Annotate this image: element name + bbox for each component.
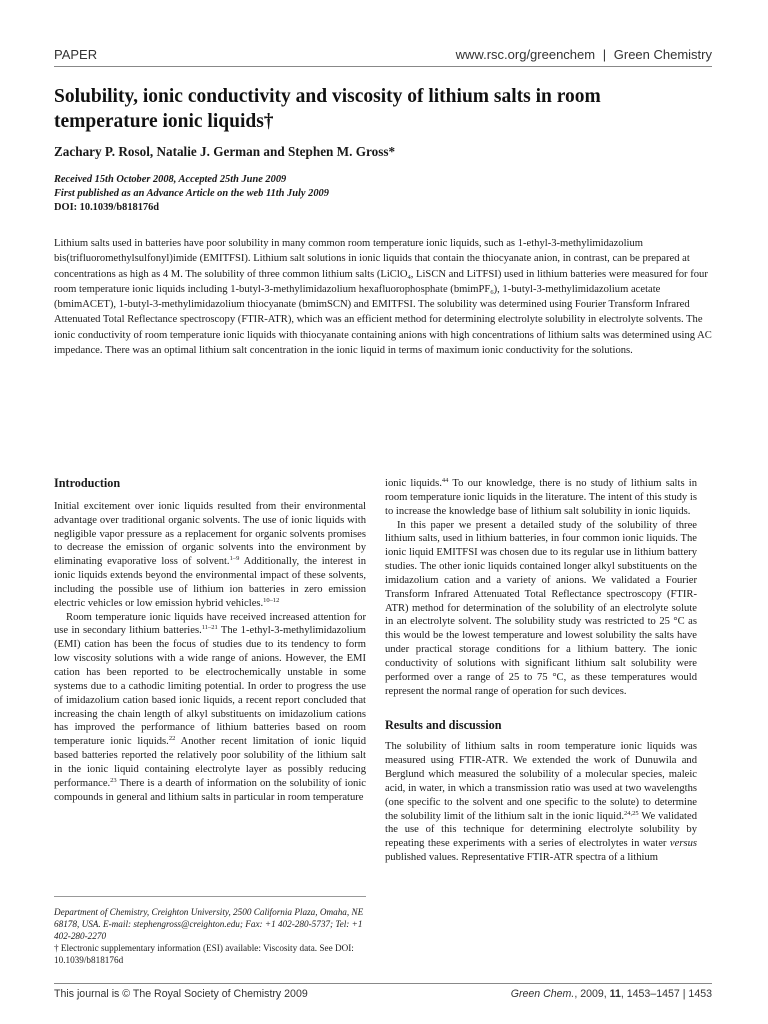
subscript: 4 xyxy=(407,273,411,281)
body-text: ionic liquids. xyxy=(385,478,442,489)
right-paragraph-1 xyxy=(385,477,697,519)
journal-header xyxy=(456,47,712,62)
body-text: published values. Representative FTIR-ATR spectra of a lithium xyxy=(385,852,659,864)
affiliation: Department of Chemistry, Creighton University, 2500 California Plaza, Omaha, NE 68178, USA. E-mail: stephengross@creighton.edu; Fax: +1 402-280-5737; Tel: +1 402-280-2270 xyxy=(54,907,364,941)
copyright: This journal is © The Royal Society of Chemistry 2009 xyxy=(54,988,308,1000)
citation-info xyxy=(511,988,712,1000)
body-text: Initial excitement over ionic liquids resulted from their environmental advantage over traditional organic solvents. The use of ionic liquids with negligible vapor pressure as a replacement for organic solvents promises to decrease the emission of organic solvents into the environment by eliminating evaporative loss of solvent. xyxy=(54,500,366,568)
published-date: First published as an Advance Article on the web 11th July 2009 xyxy=(54,188,329,199)
body-text: Room temperature ionic liquids have received increased attention for use in secondary lithium batteries. xyxy=(54,611,366,637)
left-column xyxy=(54,477,366,804)
body-text: We validated the use of this technique for determining electrolyte solubility by repeating these experiments with a series of electrolytes in water xyxy=(385,810,697,850)
abstract-text: Lithium salts used in batteries have poor solubility in many common room temperature ionic liquids, such as 1-ethyl-3-methylimidazolium bis(trifluoromethylsulfonyl)imide (EMITFSI). Lithium salt solutions in ionic liquids that contain the thiocyanate anion, in contrast, can be prepared at concentrations as high as 4 M. The solubility of three common lithium salts (LiClO xyxy=(54,238,690,280)
header-separator: | xyxy=(602,47,607,62)
abstract xyxy=(54,236,714,358)
citation[interactable]: 10–12 xyxy=(263,596,280,604)
footnote-rule xyxy=(54,896,366,897)
citation[interactable]: 23 xyxy=(110,776,117,784)
footer-separator: | xyxy=(679,988,689,1000)
volume: 11 xyxy=(609,988,621,1000)
page-range: , 1453–1457 xyxy=(620,988,680,1000)
journal-name: Green Chemistry xyxy=(613,47,712,62)
received-date: Received 15th October 2008, Accepted 25th June 2009 xyxy=(54,174,287,185)
body-text: Additionally, the interest in ionic liquids extends beyond the environmental impact of these solvents, including the possible use of lithium ion batteries in zero emission electric vehicles or low emission hybrid vehicles. xyxy=(54,556,366,609)
year: , 2009, xyxy=(574,988,610,1000)
right-paragraph-2: In this paper we present a detailed study of the solubility of three lithium salts, used in lithium batteries, in four common ionic liquids. The ionic liquid EMITFSI was chosen due to its regular use in lithium battery studies. The other ionic liquids contained longer alkyl substituents on the imidazolium cation and a variety of anions. We validated a Fourier Transform Infrared Attenuated Total Reflectance spectroscopy (FTIR-ATR) method for determination of the solubility of an electrolyte solute in an electrolyte solvent. The solubility study was restricted to 25 °C as this would be the lowest temperature and lowest solubility the salts have under practical storage conditions for a lithium battery. The ionic conductivity of solutions with significant lithium salt solubility were performed over a range of 25 to 75 °C, as these temperatures would represent the normal range of operation for such devices. xyxy=(385,519,697,697)
citation[interactable]: 1–9 xyxy=(229,555,240,563)
doi: DOI: 10.1039/b818176d xyxy=(54,202,160,213)
journal-url[interactable]: www.rsc.org/greenchem xyxy=(455,47,596,62)
esi-note: † Electronic supplementary information (ESI) available: Viscosity data. See DOI: 10.1039/b818176d xyxy=(54,942,354,965)
body-text: The solubility of lithium salts in room temperature ionic liquids was measured using FTIR-ATR. We extended the work of Dunuwila and Berglund which measured the solubility of a molecular species, maleic acid, in water, in which a transmission ratio was used at two wavelengths (one specific to the solvent and one specific to the solute) to determine the solubility limit of the lithium salt in the ionic liquid. xyxy=(385,741,697,822)
footnotes xyxy=(54,907,366,967)
article-dates xyxy=(54,173,329,215)
section-label: PAPER xyxy=(54,47,98,62)
results-heading: Results and discussion xyxy=(385,717,502,732)
intro-paragraph-1 xyxy=(54,500,366,611)
body-text: There is a dearth of information on the solubility of ionic compounds in general and lithium salts in particular in room temperature xyxy=(54,777,366,803)
citation[interactable]: 44 xyxy=(441,477,449,484)
citation[interactable]: 24,25 xyxy=(624,809,639,817)
header-rule xyxy=(54,66,712,67)
right-column xyxy=(385,477,697,865)
body-text: Another recent limitation of ionic liquid based batteries reported the relatively poor solubility of the lithium salt in the ionic liquid containing electrolyte layer as possibly reducing performance. xyxy=(54,736,366,789)
page-header xyxy=(54,38,712,62)
page-number: 1453 xyxy=(688,988,712,1000)
citation[interactable]: 22 xyxy=(168,735,176,743)
citation[interactable]: 11–21 xyxy=(201,624,218,632)
page-footer xyxy=(54,988,712,1000)
journal-abbrev: Green Chem. xyxy=(510,988,575,1000)
introduction-heading: Introduction xyxy=(54,476,121,490)
results-paragraph-1 xyxy=(385,740,697,865)
subscript: 6 xyxy=(490,288,494,296)
footer-rule xyxy=(54,983,712,984)
abstract-text: ), 1-butyl-3-methylimidazolium acetate (bmimACET), 1-butyl-3-methylimidazolium thiocyanate (bmimSCN) and EMITFSI. The solubility was determined using Fourier Transform Infrared Attenuated Total Reflectance spectroscopy (FTIR-ATR), which was an efficient method for determining electrolyte solubility in electrolyte solvents. The ionic conductivity of room temperature ionic liquids with thiocyanate containing anions with high concentrations of lithium salts was determined using AC impedance. There was an optimal lithium salt concentration in the ionic liquid in terms of maximum ionic conductivity for the solutions. xyxy=(54,283,712,357)
body-text: To our knowledge, there is no study of lithium salts in room temperature ionic liquids in the literature. The intent of this study is to increase the knowledge base of lithium salt solubility in ionic liquids. xyxy=(385,478,698,517)
intro-paragraph-2 xyxy=(54,611,366,805)
article-title: Solubility, ionic conductivity and viscosity of lithium salts in room temperature ionic liquids† xyxy=(54,86,601,132)
body-text-italic: versus xyxy=(669,838,697,850)
author-list: Zachary P. Rosol, Natalie J. German and Stephen M. Gross* xyxy=(54,144,396,159)
abstract-text: , LiSCN and LiTFSI) used in lithium batteries were measured for four room temperature ionic liquids including 1-butyl-3-methylimidazolium hexafluorophosphate (bmimPF xyxy=(54,268,708,295)
body-text: The 1-ethyl-3-methylimidazolium (EMI) cation has been the focus of studies due to its tendency to form low viscosity solutions with a wide range of anions. However, the EMI cation has been reported to be electrochemically unstable in some systems due to a cathodic limiting potential. In order to progress the use of imidazolium cation based ionic liquids, a recent report concluded that increasing the chain length of alkyl substituents on imidazolium cations has improved the performance of lithium batteries based on room temperature ionic liquids. xyxy=(54,625,366,748)
